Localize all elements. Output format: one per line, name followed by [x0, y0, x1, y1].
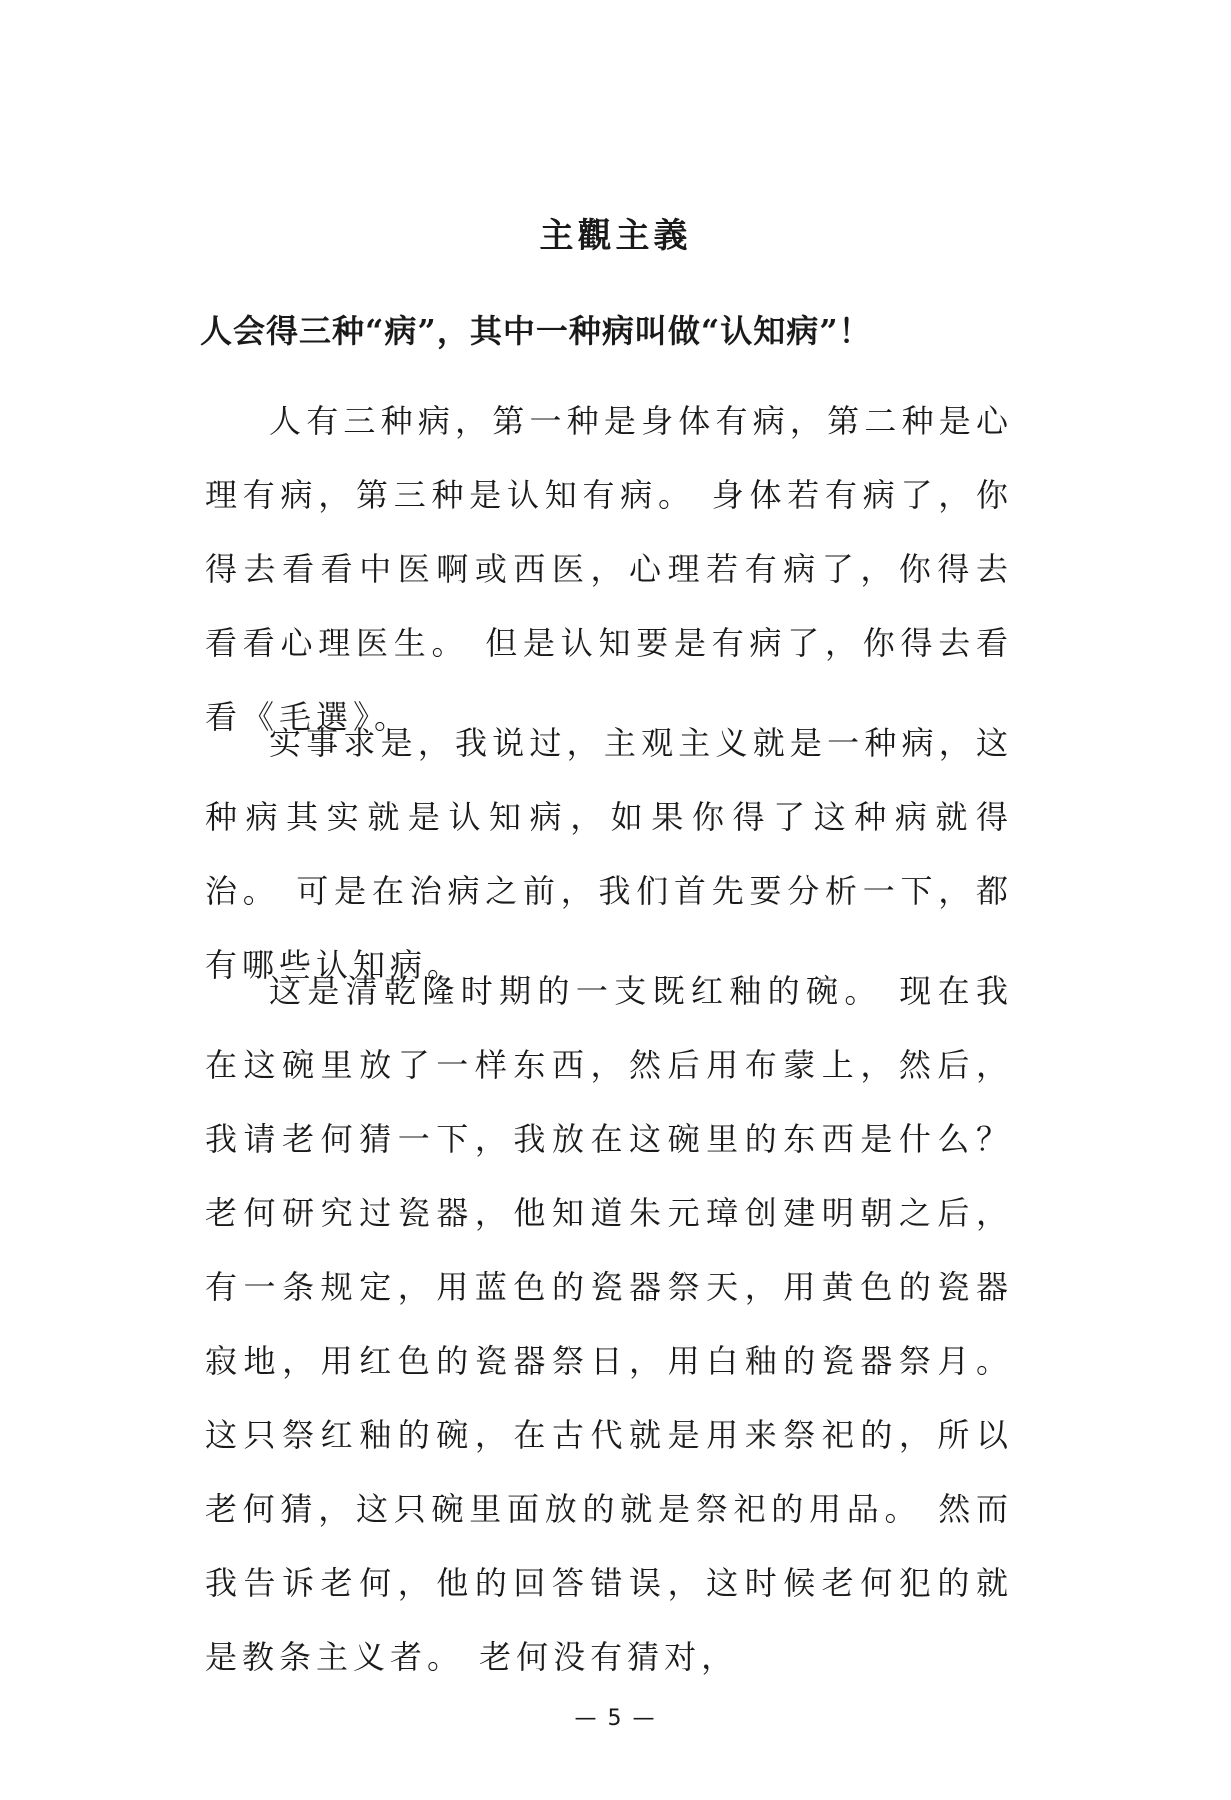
paragraph-1: 人有三种病，第一种是身体有病，第二种是心理有病，第三种是认知有病。 身体若有病了，你得去看看中医啊或西医，心理若有病了，你得去看看心理医生。 但是认知要是有病了，你得去看看《毛選》。 — [205, 402, 1013, 736]
subtitle: 人会得三种“病”，其中一种病叫做“认知病”！ — [200, 312, 872, 350]
paragraph-2: 实事求是，我说过，主观主义就是一种病，这种病其实就是认知病，如果你得了这种病就得治。 可是在治病之前，我们首先要分析一下，都有哪些认知病。 — [205, 724, 1013, 984]
section-title: 主觀主義 — [539, 216, 692, 256]
paragraph-3: 这是清乾隆时期的一支既红釉的碗。 现在我在这碗里放了一样东西，然后用布蒙上，然后，我请老何猜一下，我放在这碗里的东西是什么？ 老何研究过瓷器，他知道朱元璋创建明朝之后，有一条规定，用蓝色的瓷器祭天，用黄色的瓷器寂地，用红色的瓷器祭日，用白釉的瓷器祭月。这只祭红釉的碗，在古代就是用来祭祀的，所以老何猜，这只碗里面放的就是祭祀的用品。 然而我告诉老何，他的回答错误，这时候老何犯的就是教条主义者。 老何没有猜对， — [205, 972, 1013, 1676]
page-number: — 5 — — [574, 1706, 657, 1731]
